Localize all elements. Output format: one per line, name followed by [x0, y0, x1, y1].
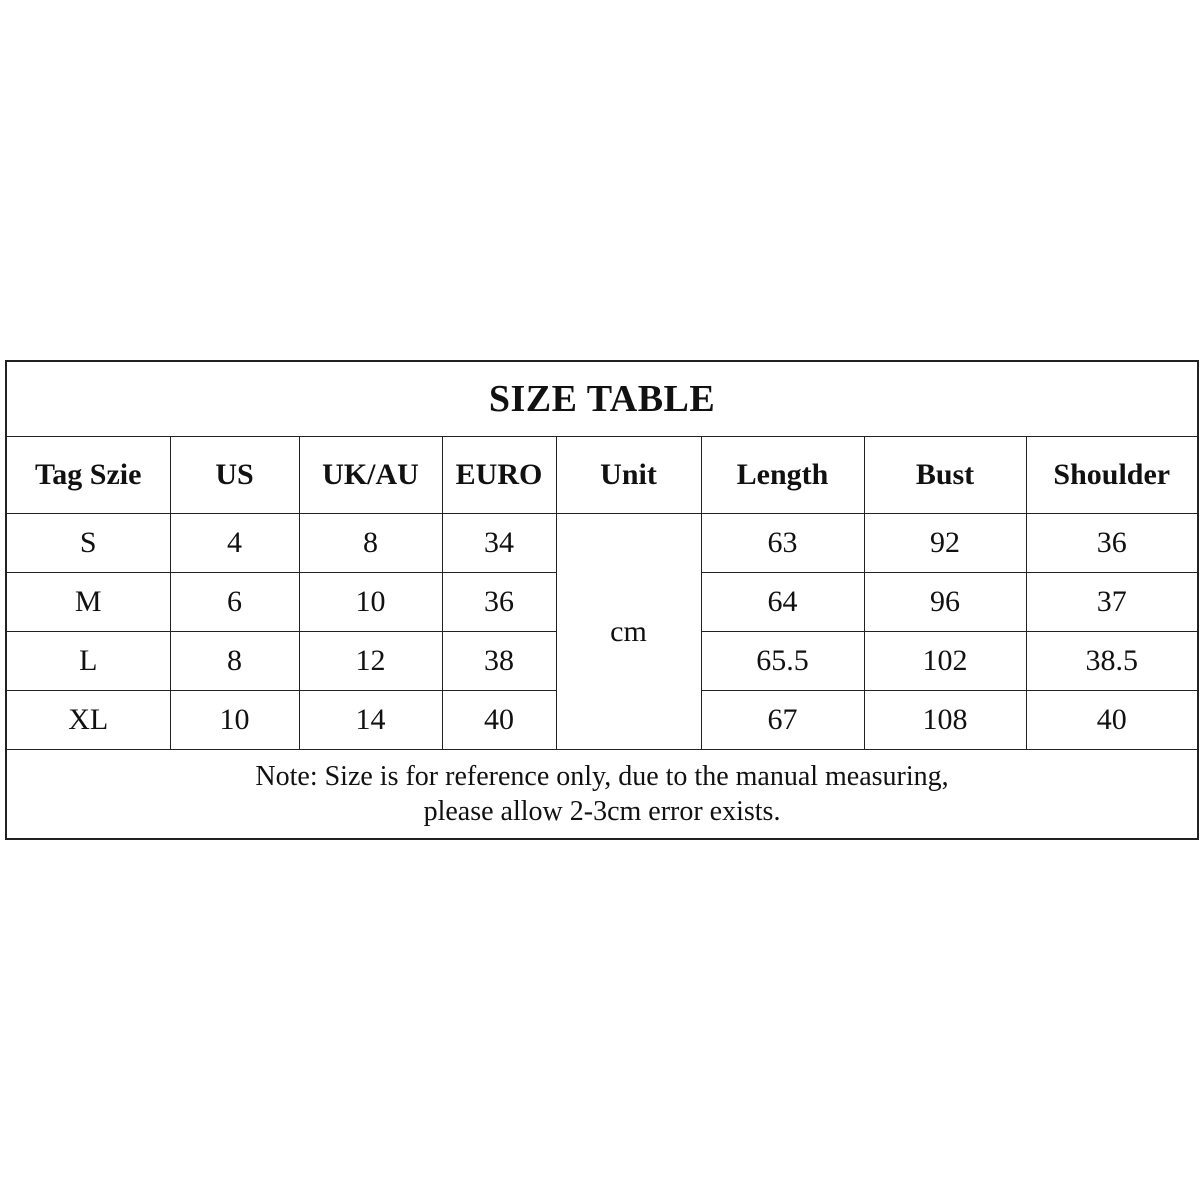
cell-length: 67	[701, 691, 864, 750]
column-header-length: Length	[701, 437, 864, 514]
cell-bust: 92	[864, 514, 1026, 573]
cell-length: 65.5	[701, 632, 864, 691]
table-title: SIZE TABLE	[6, 361, 1198, 437]
cell-us: 4	[170, 514, 299, 573]
cell-euro: 38	[442, 632, 556, 691]
cell-tag: L	[6, 632, 170, 691]
cell-length: 64	[701, 573, 864, 632]
cell-length: 63	[701, 514, 864, 573]
cell-shoulder: 36	[1026, 514, 1198, 573]
column-header-us: US	[170, 437, 299, 514]
size-table	[5, 360, 1199, 840]
cell-tag: S	[6, 514, 170, 573]
cell-us: 6	[170, 573, 299, 632]
column-header-unit: Unit	[556, 437, 701, 514]
column-header-uk-au: UK/AU	[299, 437, 442, 514]
cell-unit: cm	[556, 514, 701, 750]
cell-euro: 40	[442, 691, 556, 750]
cell-us: 8	[170, 632, 299, 691]
column-header-euro: EURO	[442, 437, 556, 514]
cell-tag: XL	[6, 691, 170, 750]
cell-bust: 102	[864, 632, 1026, 691]
note-line-2: please allow 2-3cm error exists.	[423, 796, 781, 827]
cell-uk-au: 14	[299, 691, 442, 750]
cell-uk-au: 8	[299, 514, 442, 573]
column-header-bust: Bust	[864, 437, 1026, 514]
cell-shoulder: 37	[1026, 573, 1198, 632]
cell-uk-au: 10	[299, 573, 442, 632]
note-line-1: Note: Size is for reference only, due to the manual measuring,	[255, 761, 949, 792]
cell-uk-au: 12	[299, 632, 442, 691]
cell-bust: 108	[864, 691, 1026, 750]
cell-bust: 96	[864, 573, 1026, 632]
cell-euro: 36	[442, 573, 556, 632]
cell-us: 10	[170, 691, 299, 750]
cell-tag: M	[6, 573, 170, 632]
column-header-shoulder: Shoulder	[1026, 437, 1198, 514]
cell-shoulder: 38.5	[1026, 632, 1198, 691]
header-row	[6, 437, 1198, 514]
table-row	[6, 514, 1198, 573]
cell-shoulder: 40	[1026, 691, 1198, 750]
size-note	[6, 750, 1198, 840]
cell-euro: 34	[442, 514, 556, 573]
column-header-tag-size: Tag Szie	[6, 437, 170, 514]
